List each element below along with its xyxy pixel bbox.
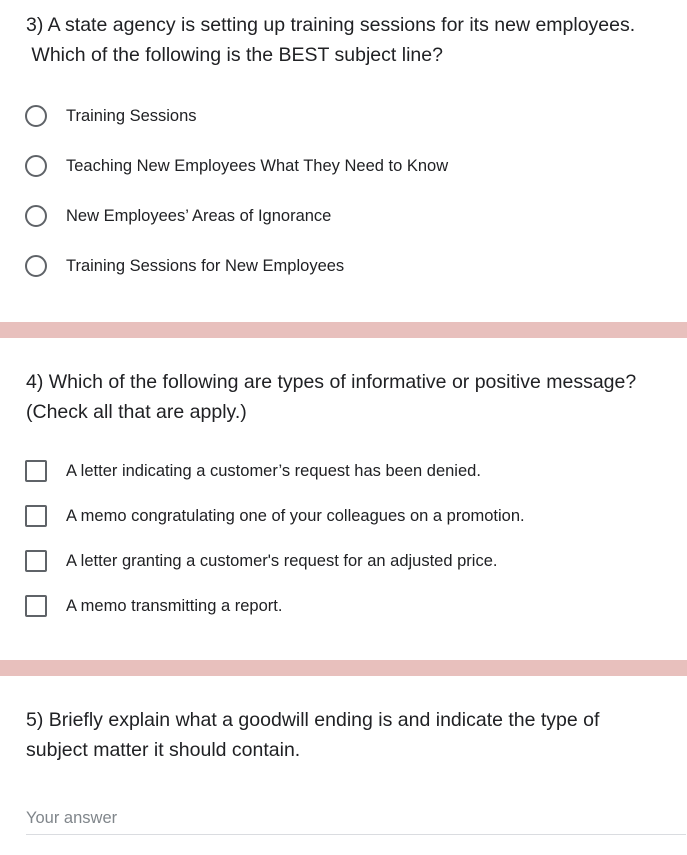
question-4-title-line-2: (Check all that are apply.) <box>26 401 247 423</box>
q4-option-3[interactable] <box>25 547 497 575</box>
question-4-title <box>26 367 676 427</box>
question-3-title <box>26 10 676 70</box>
checkbox[interactable] <box>25 460 47 482</box>
q4-option-label: A letter granting a customer's request for an adjusted price. <box>66 551 498 570</box>
q3-option-1[interactable] <box>25 102 197 130</box>
q3-option-label: Teaching New Employees What They Need to Know <box>66 156 449 175</box>
checkbox[interactable] <box>25 505 47 527</box>
question-5-title-line-1: 5) Briefly explain what a goodwill ending is and indicate the type of <box>26 709 600 731</box>
question-4-card <box>0 338 687 660</box>
q3-option-label: Training Sessions <box>66 106 197 125</box>
q4-option-label: A memo transmitting a report. <box>66 596 283 615</box>
question-3-card <box>0 0 687 322</box>
section-divider <box>0 322 687 338</box>
section-divider <box>0 660 687 676</box>
q4-option-1[interactable] <box>25 457 481 485</box>
question-5-title-line-2: subject matter it should contain. <box>26 739 301 761</box>
question-3-title-line-2: Which of the following is the BEST subject line? <box>26 44 443 66</box>
q3-option-label: Training Sessions for New Employees <box>66 256 345 275</box>
radio-button[interactable] <box>25 205 47 227</box>
radio-button[interactable] <box>25 155 47 177</box>
answer-input[interactable] <box>26 802 686 835</box>
question-5-title <box>26 705 676 765</box>
checkbox[interactable] <box>25 550 47 572</box>
q4-option-2[interactable] <box>25 502 525 530</box>
q4-option-4[interactable] <box>25 592 282 620</box>
q4-option-label: A memo congratulating one of your colleagues on a promotion. <box>66 506 525 525</box>
q4-option-label: A letter indicating a customer’s request has been denied. <box>66 461 481 480</box>
question-3-title-line-1: 3) A state agency is setting up training sessions for its new employees. <box>26 14 636 36</box>
q3-option-label: New Employees’ Areas of Ignorance <box>66 206 332 225</box>
q3-option-3[interactable] <box>25 202 331 230</box>
q3-option-4[interactable] <box>25 252 344 280</box>
q3-option-2[interactable] <box>25 152 448 180</box>
checkbox[interactable] <box>25 595 47 617</box>
question-4-title-line-1: 4) Which of the following are types of informative or positive message? <box>26 371 637 393</box>
radio-button[interactable] <box>25 255 47 277</box>
radio-button[interactable] <box>25 105 47 127</box>
